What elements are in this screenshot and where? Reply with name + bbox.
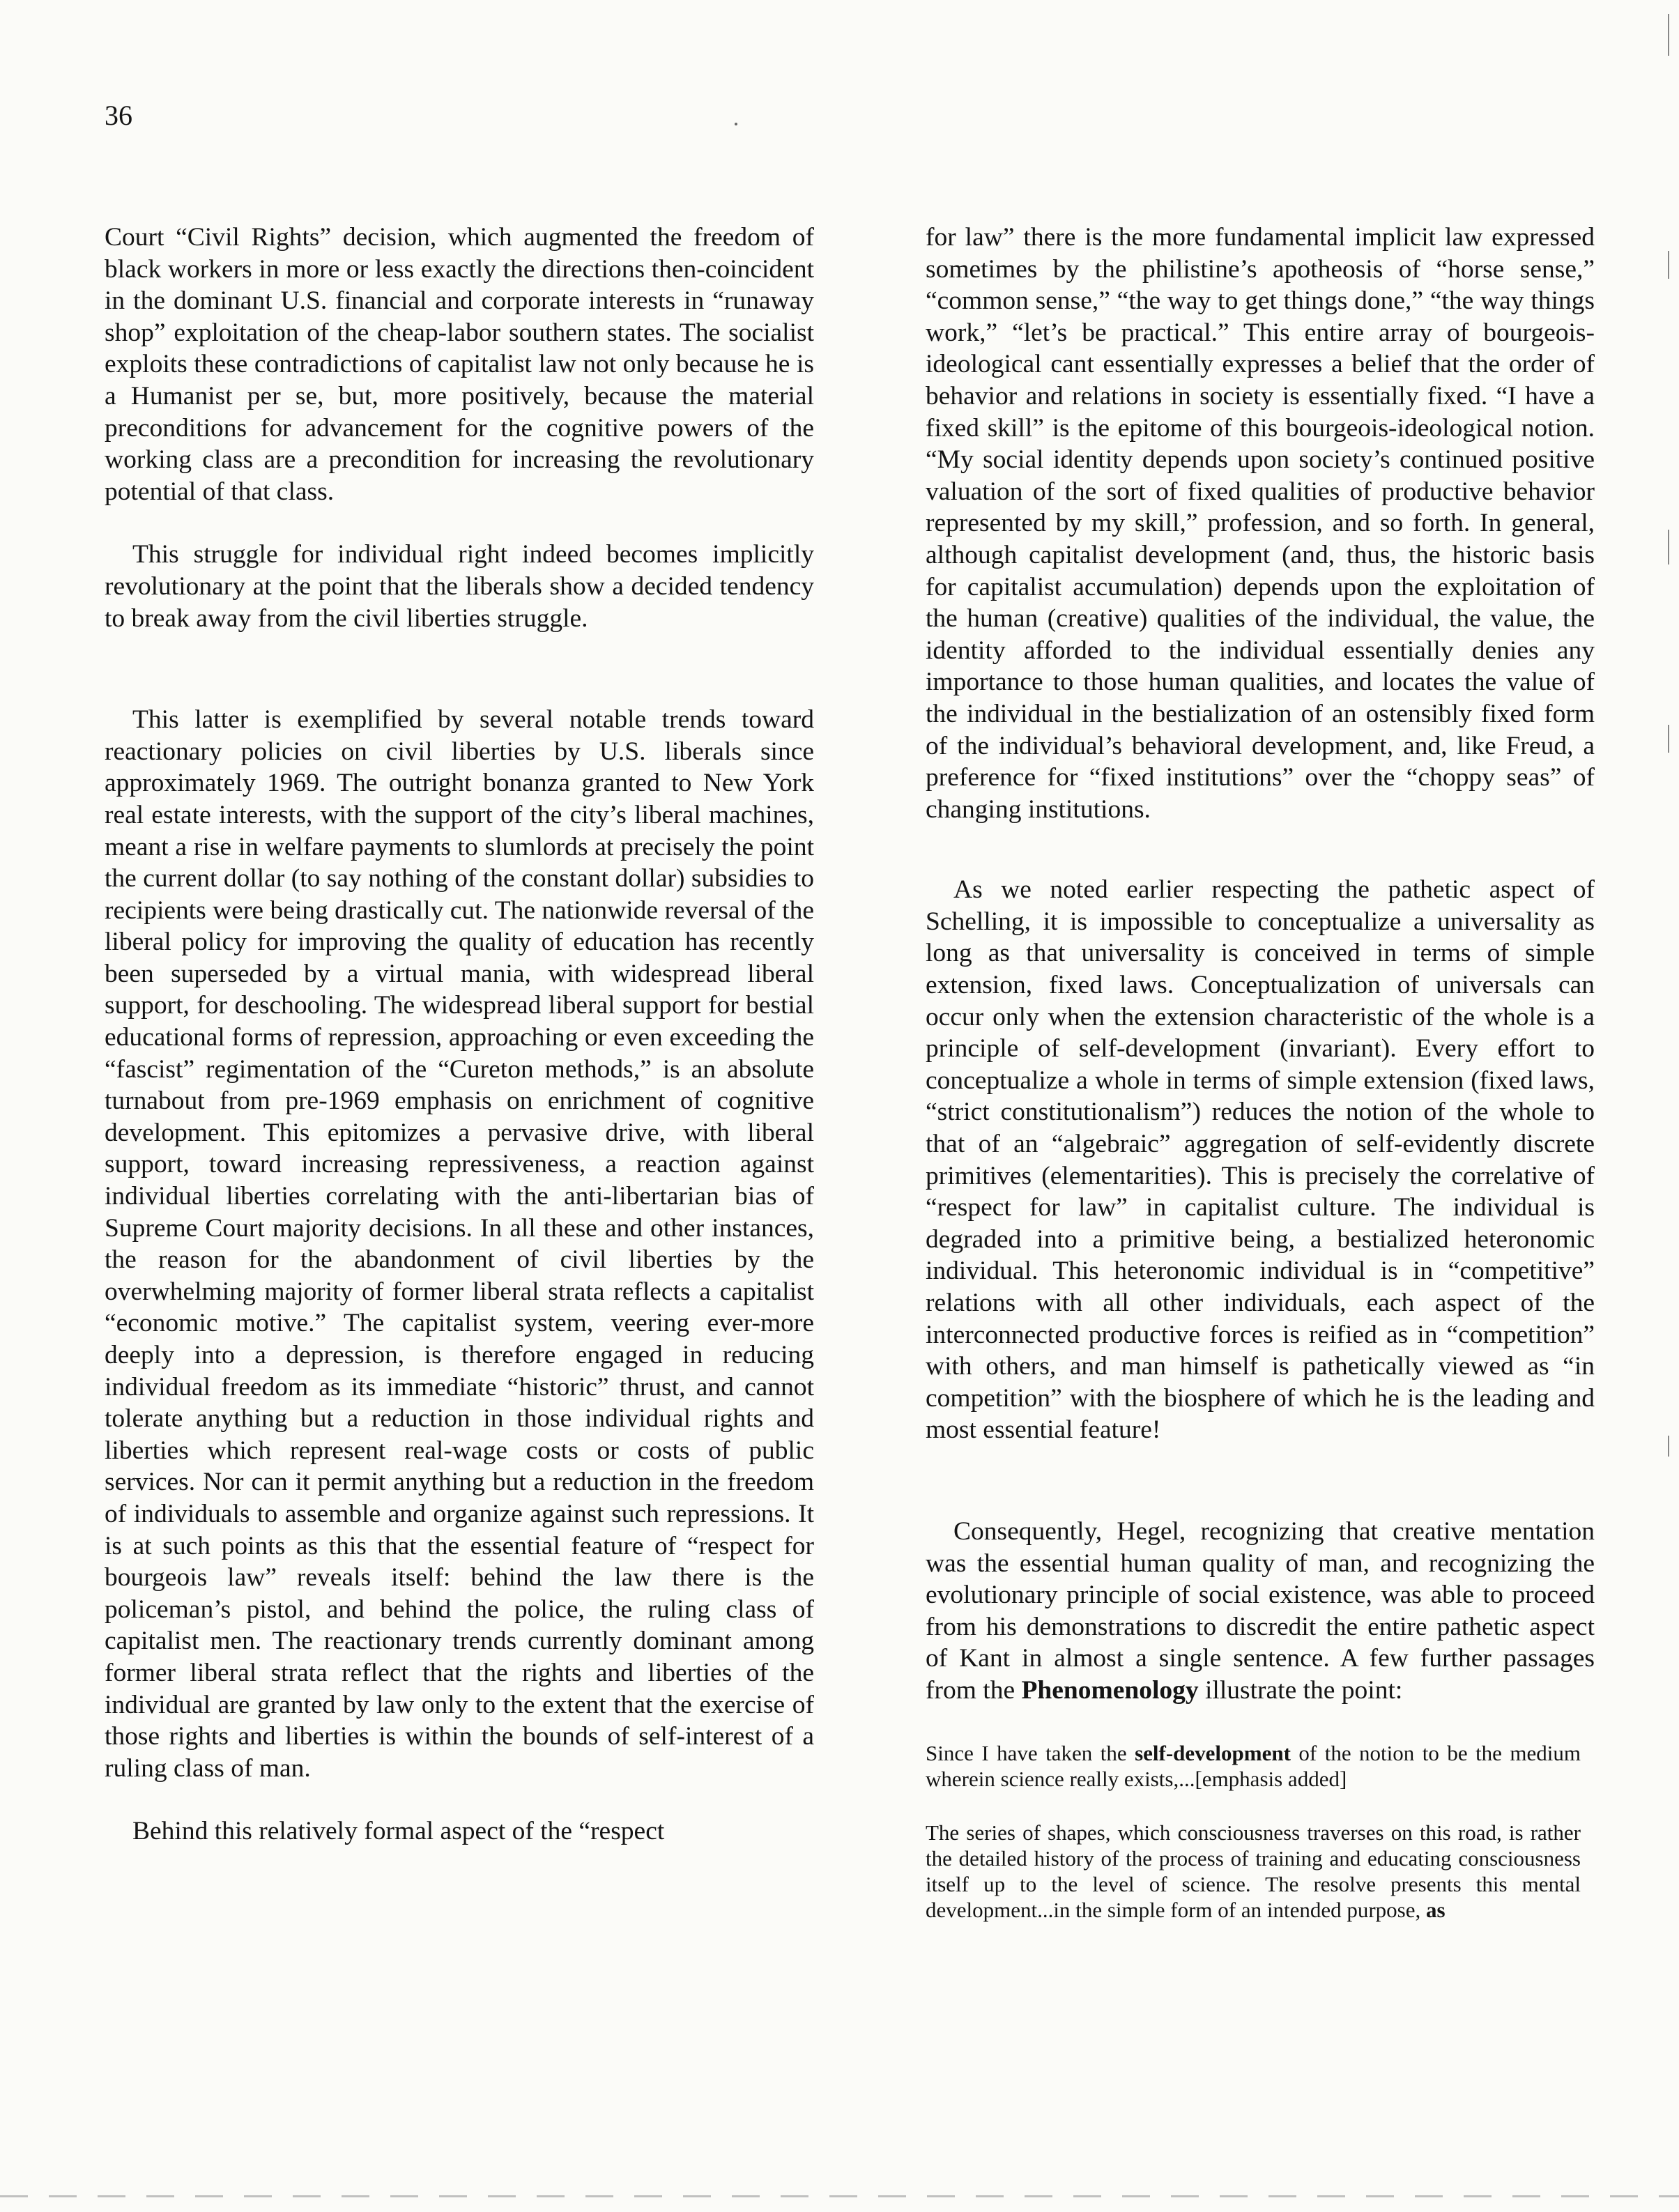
scan-edge-mark	[1668, 251, 1669, 279]
quote-text: Since I have taken the	[926, 1740, 1135, 1765]
paragraph: This latter is exemplified by several notable trends toward reactionary policies on civil liberties by U.S. liberals since approximately 1969. The outright bonanza granted to New York real estate interests, with the support of the city’s liberal machines, meant a rise in welfare payments to slumlords at precisely the point the current dollar (to say nothing of the constant dollar) subsidies to recipients were being drastically cut. The nationwide reversal of the liberal policy for improving the quality of education has recently been superseded by a virtual mania, with widespread liberal support, for deschooling. The widespread liberal support for bestial educational forms of repression, approaching or even exceeding the “fascist” regimentation of the “Cureton methods,” is an absolute turnabout from pre-1969 emphasis on enrichment of cognitive development. This epitomizes a pervasive drive, with liberal support, toward increasing repressiveness, a reaction against individual liberties correlating with the anti-libertarian bias of Supreme Court majority decisions. In all these and other instances, the reason for the abandonment of civil liberties by the overwhelming majority of former liberal strata reflects a capitalist “economic motive.” The capitalist system, veering ever-more deeply into a depression, is therefore engaged in reducing individual freedom as its immediate “historic” thrust, and cannot tolerate anything but a reduction in those individual rights and liberties which represent real-wage costs or costs of public services. Nor can it permit anything but a reduction in the freedom of individuals to assemble and organize against such repressions. It is at such points as this that the essential feature of “respect for bourgeois law” reveals itself: behind the law there is the policeman’s pistol, and behind the police, the ruling class of capitalist men. The reactionary trends currently dominant among former liberal strata reflect that the rights and liberties of the individual are granted by law only to the extent that the exercise of those rights and liberties is within the bounds of self-interest of a ruling class of man.	[105, 705, 814, 1783]
quote-text: The series of shapes, which consciousness traverses on this road, is rather the detailed history of the process of training and educating consciousness itself up to the level of science. The resolve presents this mental development...in the simple form of an intended purpose,	[926, 1820, 1581, 1922]
block-quote	[926, 1740, 1595, 1792]
block-quote	[926, 1820, 1595, 1923]
paragraph: This struggle for individual right indeed becomes implicitly revolutionary at the point that the liberals show a decided tendency to break away from the civil liberties struggle.	[105, 540, 814, 633]
right-column	[926, 222, 1595, 1923]
paragraph	[926, 1516, 1595, 1707]
paragraph: for law” there is the more fundamental implicit law expressed sometimes by the philistine’s apotheosis of “horse sense,” “common sense,” “the way to get things done,” “the way things work,” “let’s be practical.” This entire array of bourgeois-ideological cant essentially expresses a belief that the order of behavior and relations in society is essentially fixed. “I have a fixed skill” is the epitome of this bourgeois-ideological notion. “My social identity depends upon society’s continued positive valuation of the sort of fixed qualities of productive behavior represented by my skill,” profession, and so forth. In general, although capitalist development (and, thus, the historic basis for capitalist accumulation) depends upon the exploitation of the human (creative) qualities of the individual, the value, the identity afforded to the individual essentially denies any importance to those human qualities, and locates the value of the individual in the bestialization of an ostensibly fixed form of the individual’s behavioral development, and, like Freud, a preference for “fixed institutions” over the “choppy seas” of changing institutions.	[926, 223, 1595, 824]
page-number: 36	[105, 100, 132, 131]
scan-edge-mark	[1668, 1436, 1669, 1457]
paragraph: Behind this relatively formal aspect of the “respect	[132, 1817, 665, 1846]
scan-edge-mark	[1668, 725, 1669, 753]
paragraph: As we noted earlier respecting the pathetic aspect of Schelling, it is impossible to conceptualize a universality as long as that universality is conceived in terms of simple extension, fixed laws. Conceptualization of universals can occur only when the extension characteristic of the whole is a principle of self-development (invariant). Every effort to conceptualize a whole in terms of simple extension (fixed laws, “strict constitutionalism”) reduces the notion of the whole to that of an “algebraic” aggregation of self-evidently discrete primitives (elementarities). This is precisely the correlative of “respect for law” in capitalist culture. The individual is degraded into a primitive being, a bestialized heteronomic individual. This heteronomic individual is in “competitive” relations with all other individuals, each aspect of the interconnected productive forces is reified as in “competition” with others, and man himself is pathetically viewed as “in competition” with the biosphere of which he is the leading and most essential feature!	[926, 875, 1595, 1445]
paragraph-text: Consequently, Hegel, recognizing that creative mentation was the essential human quality of man, and recognizing the evolutionary principle of social existence, was able to proceed from his demonstrations to discredit the entire pathetic aspect of Kant in almost a single sentence. A few further passages from the	[926, 1516, 1595, 1705]
book-title: Phenomenology	[1021, 1675, 1199, 1705]
stray-mark	[735, 123, 737, 125]
scan-edge-mark	[1668, 530, 1669, 564]
quote-text: of the notion to be the medium wherein science really exists,...[emphasis added]	[926, 1740, 1581, 1791]
scan-bottom-edge	[0, 2195, 1679, 2197]
paragraph-text: illustrate the point:	[1198, 1675, 1403, 1705]
quote-emphasis: as	[1426, 1897, 1446, 1922]
left-column	[105, 222, 814, 1848]
scan-edge-mark	[1668, 14, 1669, 56]
paragraph: Court “Civil Rights” decision, which augmented the freedom of black workers in more or less exactly the directions then-coincident in the dominant U.S. financial and corporate interests in “runaway shop” exploitation of the cheap-labor southern states. The socialist exploits these contradictions of capitalist law not only because he is a Humanist per se, but, more positively, because the material preconditions for advancement for the cognitive powers of the working class are a precondition for increasing the revolutionary potential of that class.	[105, 223, 814, 506]
quote-emphasis: self-development	[1135, 1740, 1291, 1765]
